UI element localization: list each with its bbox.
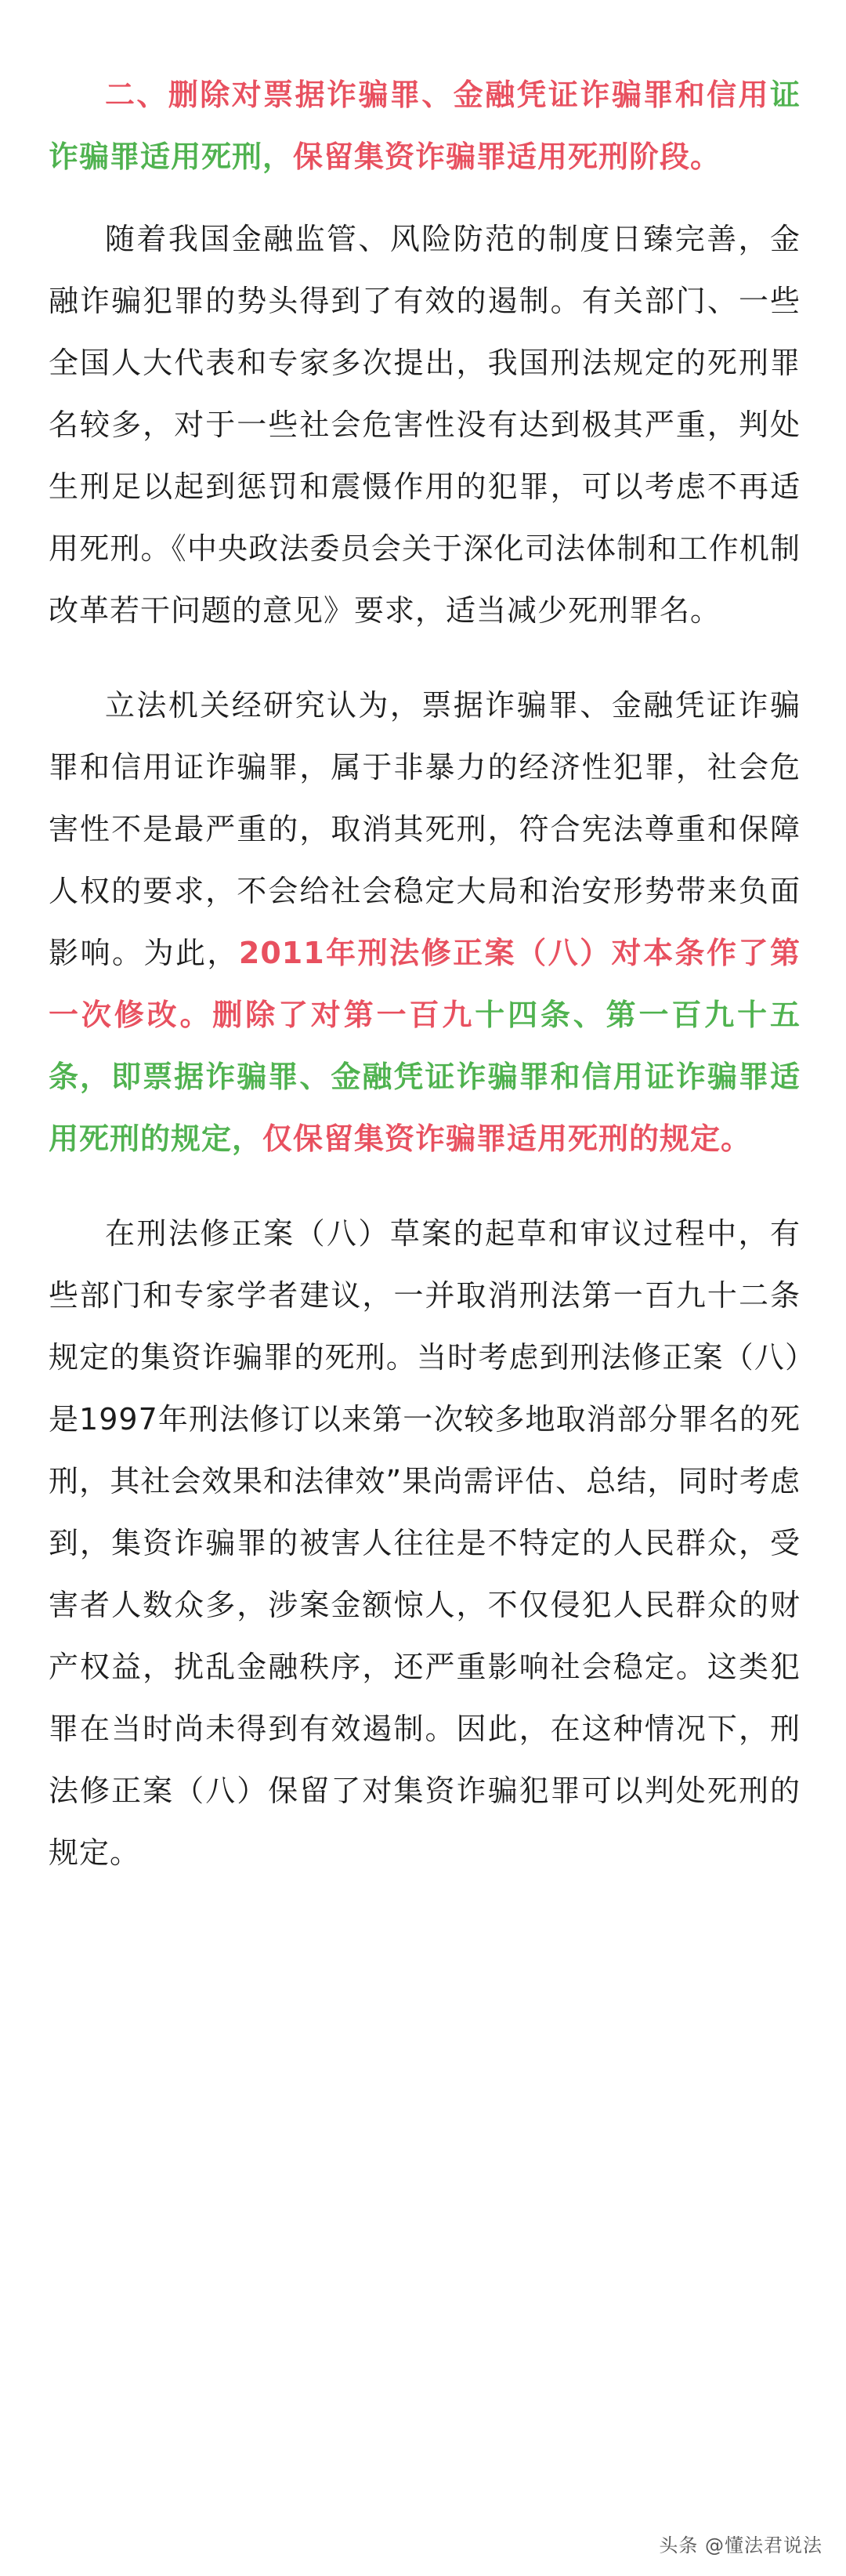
paragraph-3: 在刑法修正案（八）草案的起草和审议过程中，有些部门和专家学者建议，一并取消刑法第一百九十二条规定的集资诈骗罪的死刑。当时考虑到刑法修正案（八）是1997年刑法修订以来第一次较多地取消部分罪名的死刑，其社会效果和法律效”果尚需评估、总结，同时考虑到，集资诈骗罪的被害人往往是不特定的人民群众，受害者人数众多，涉案金额惊人，不仅侵犯人民群众的财产权益，扰乱金融秩序，还严重影响社会稳定。这类犯罪在当时尚未得到有效遏制。因此，在这种情况下，刑法修正案（八）保留了对集资诈骗犯罪可以判处死刑的规定。: [49, 1216, 801, 1870]
heading-red-text: 二、删除对票据诈骗罪、金融凭证诈骗罪和信用: [105, 78, 770, 112]
source-watermark: 头条 @懂法君说法: [659, 2534, 822, 2556]
heading-red-text-2: 保留集资诈骗罪适用死刑阶段。: [293, 139, 721, 174]
highlight-red-2: 仅保留集资诈骗罪适用死刑的规定。: [262, 1121, 752, 1156]
article-body: [49, 64, 801, 1917]
paragraph-2-text: 立法机关经研究认为，票据诈骗罪、金融凭证诈骗罪和信用证诈骗罪，属于非暴力的经济性犯罪，社会危害性不是最严重的，取消其死刑，符合宪法尊重和保障人权的要求，不会给社会稳定大局和治安形势带来负面影响。为此，: [49, 688, 801, 970]
section-heading: [49, 64, 801, 188]
paragraph-2: [49, 675, 801, 1170]
highlight-red-1: 2011年刑法修正案（八）对本条作了第一次修改。删除了对第一百九: [49, 936, 801, 1032]
paragraph-1: 随着我国金融监管、风险防范的制度日臻完善，金融诈骗犯罪的势头得到了有效的遏制。有关部门、一些全国人大代表和专家多次提出，我国刑法规定的死刑罪名较多，对于一些社会危害性没有达到极其严重，判处生刑足以起到惩罚和震慑作用的犯罪，可以考虑不再适用死刑。《中央政法委员会关于深化司法体制和工作机制改革若干问题的意见》要求，适当减少死刑罪名。: [49, 222, 801, 628]
highlight-green: 十四条、第一百九十五条，即票据诈骗罪、金融凭证诈骗罪和信用证诈骗罪适用死刑的规定，: [49, 998, 801, 1156]
heading-green-text: 证诈骗罪适用死刑，: [49, 78, 801, 174]
